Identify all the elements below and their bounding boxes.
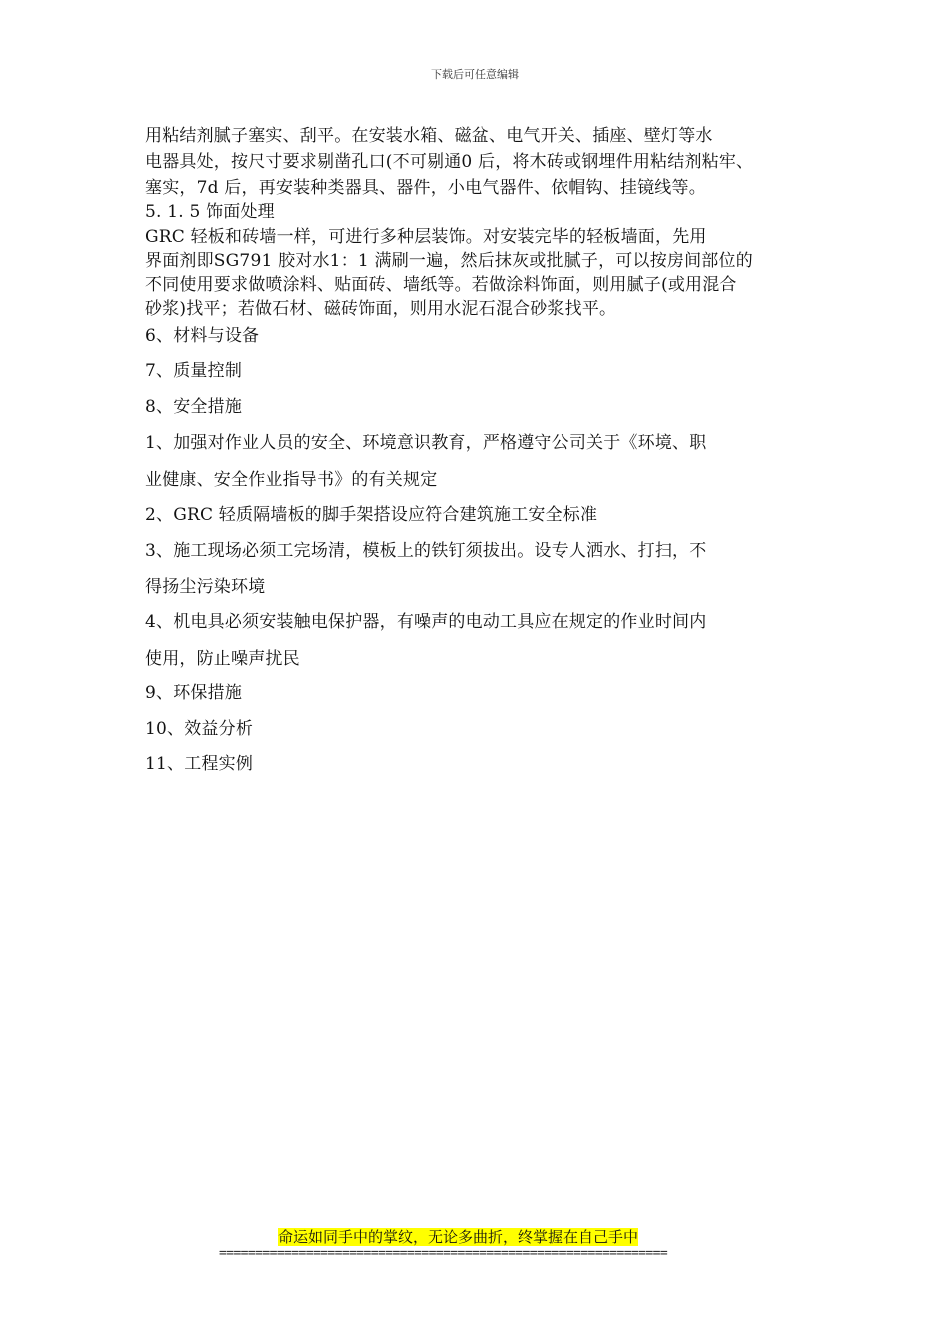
section-heading-9: 9、环保措施 — [145, 683, 243, 703]
safety-item-4-cont: 使用，防止噪声扰民 — [145, 649, 300, 669]
paragraph-line: 界面剂即SG791 胶对水1：1 满刷一遍，然后抹灰或批腻子，可以按房间部位的 — [145, 251, 753, 271]
paragraph-line: 塞实，7d 后，再安装种类器具、器件，小电气器件、依帽钩、挂镜线等。 — [145, 178, 706, 198]
paragraph-line: 电器具处，按尺寸要求剔凿孔口(不可剔通0 后，将木砖或钢埋件用粘结剂粘牢、 — [145, 152, 754, 172]
safety-item-1-cont: 业健康、安全作业指导书》的有关规定 — [145, 470, 438, 490]
section-heading-11: 11、工程实例 — [145, 754, 254, 774]
safety-item-3: 3、施工现场必须工完场清，模板上的铁钉须拔出。设专人洒水、打扫，不 — [145, 541, 707, 561]
footer-quote: 命运如同手中的掌纹，无论多曲折，终掌握在自己手中 — [278, 1228, 639, 1246]
paragraph-line: 砂浆)找平；若做石材、磁砖饰面，则用水泥石混合砂浆找平。 — [145, 299, 617, 319]
paragraph-line: 用粘结剂腻子塞实、刮平。在安装水箱、磁盆、电气开关、插座、壁灯等水 — [145, 126, 713, 146]
page-header: 下载后可任意编辑 — [431, 68, 519, 81]
paragraph-line: 不同使用要求做喷涂料、贴面砖、墙纸等。若做涂料饰面，则用腻子(或用混合 — [145, 275, 737, 295]
section-heading-6: 6、材料与设备 — [145, 326, 260, 346]
paragraph-line: GRC 轻板和砖墙一样，可进行多种层装饰。对安装完毕的轻板墙面，先用 — [145, 227, 707, 247]
safety-item-3-cont: 得扬尘污染环境 — [145, 577, 266, 597]
safety-item-4: 4、机电具必须安装触电保护器，有噪声的电动工具应在规定的作业时间内 — [145, 612, 707, 632]
section-heading-10: 10、效益分析 — [145, 719, 254, 739]
safety-item-2: 2、GRC 轻质隔墙板的脚手架搭设应符合建筑施工安全标准 — [145, 505, 598, 525]
safety-item-1: 1、加强对作业人员的安全、环境意识教育，严格遵守公司关于《环境、职 — [145, 433, 707, 453]
section-heading-7: 7、质量控制 — [145, 361, 243, 381]
footer-divider: ============================================================== — [219, 1246, 668, 1261]
section-heading-8: 8、安全措施 — [145, 397, 243, 417]
section-heading-5-1-5: 5. 1. 5 饰面处理 — [145, 202, 275, 222]
